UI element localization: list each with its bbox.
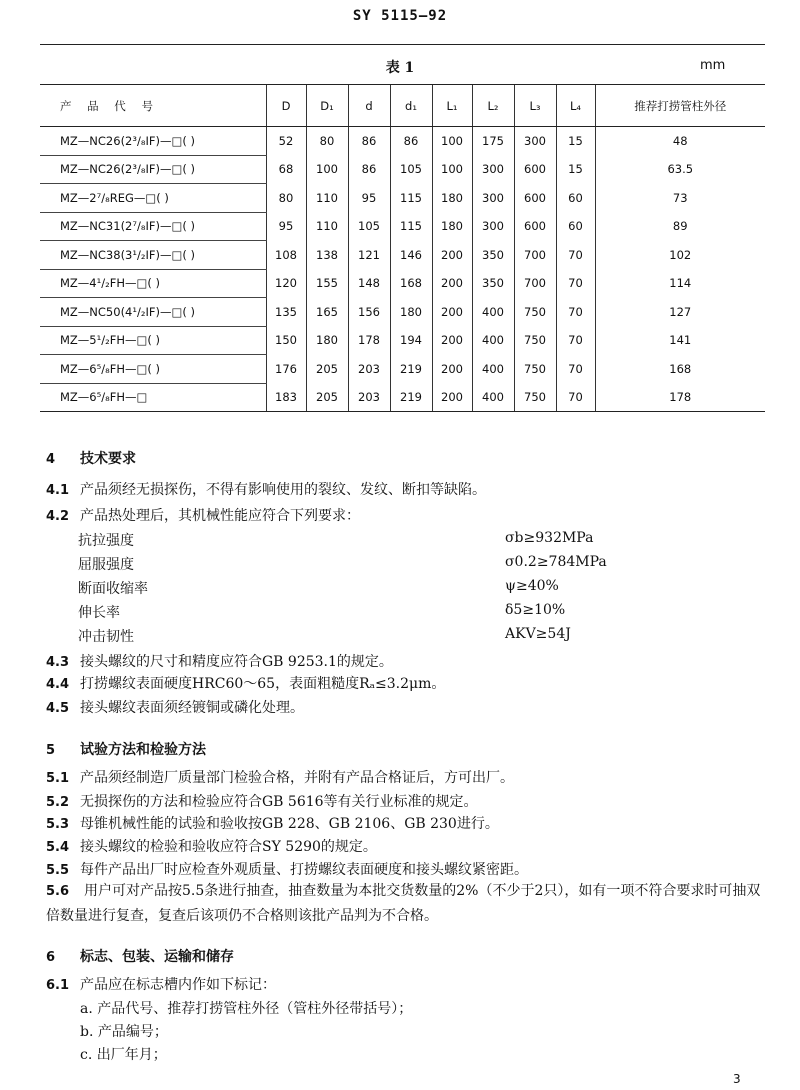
- para-4-4: 4.4 打捞螺纹表面硬度HRC60～65，表面粗糙度Rₐ≤3.2μm。: [46, 676, 446, 692]
- table-cell: 750: [514, 298, 556, 327]
- property-name: 抗拉强度: [78, 533, 134, 549]
- table-row: [40, 355, 765, 384]
- table-cell: 108: [266, 241, 306, 270]
- col-header: 产 品 代 号: [40, 85, 266, 127]
- table-cell: 148: [348, 269, 390, 298]
- para-4-5: 4.5 接头螺纹表面须经镀铜或磷化处理。: [46, 700, 304, 716]
- table-cell: 138: [306, 241, 348, 270]
- table-cell: 200: [432, 269, 472, 298]
- col-header: L₂: [472, 85, 514, 127]
- table-cell: 127: [595, 298, 765, 327]
- product-code-cell: MZ—2⁷/₈REG—□( ): [40, 184, 266, 213]
- table-cell: 114: [595, 269, 765, 298]
- table-cell: 180: [390, 298, 432, 327]
- product-code-cell: MZ—4¹/₂FH—□( ): [40, 269, 266, 298]
- table-cell: 205: [306, 355, 348, 384]
- table-cell: 80: [266, 184, 306, 213]
- table-row: [40, 326, 765, 355]
- table-cell: 102: [595, 241, 765, 270]
- table-cell: 70: [556, 383, 595, 412]
- para-5-5: 5.5 每件产品出厂时应检查外观质量、打捞螺纹表面硬度和接头螺纹紧密距。: [46, 862, 528, 878]
- table-cell: 219: [390, 355, 432, 384]
- para-5-2: 5.2 无损探伤的方法和检验应符合GB 5616等有关行业标准的规定。: [46, 794, 478, 810]
- col-header: 推荐打捞管柱外径: [595, 85, 765, 127]
- table-cell: 400: [472, 383, 514, 412]
- table-cell: 105: [348, 212, 390, 241]
- property-name: 屈服强度: [78, 557, 134, 573]
- property-name: 断面收缩率: [78, 581, 148, 597]
- table-cell: 200: [432, 383, 472, 412]
- para-5-4: 5.4 接头螺纹的检验和验收应符合SY 5290的规定。: [46, 839, 377, 855]
- header-rule: [40, 44, 765, 45]
- property-name: 冲击韧性: [78, 629, 134, 645]
- property-value: σ0.2≥784MPa: [505, 554, 607, 570]
- para-6-1: 6.1 产品应在标志槽内作如下标记：: [46, 977, 276, 993]
- property-value: AKV≥54J: [505, 626, 571, 642]
- table-cell: 86: [348, 155, 390, 184]
- table-cell: 400: [472, 298, 514, 327]
- product-code-cell: MZ—5¹/₂FH—□( ): [40, 326, 266, 355]
- col-header: L₃: [514, 85, 556, 127]
- table-row: [40, 298, 765, 327]
- property-value: ψ≥40%: [505, 578, 559, 594]
- table-cell: 350: [472, 269, 514, 298]
- table-cell: 70: [556, 298, 595, 327]
- table-cell: 141: [595, 326, 765, 355]
- table-cell: 750: [514, 355, 556, 384]
- table-cell: 70: [556, 241, 595, 270]
- table-cell: 600: [514, 184, 556, 213]
- para-5-1: 5.1 产品须经制造厂质量部门检验合格，并附有产品合格证后，方可出厂。: [46, 770, 514, 786]
- table-cell: 168: [595, 355, 765, 384]
- table-header-row: [40, 85, 765, 127]
- table-cell: 95: [348, 184, 390, 213]
- table-cell: 300: [472, 155, 514, 184]
- list-item: b. 产品编号；: [80, 1024, 168, 1040]
- product-code-cell: MZ—NC26(2³/₈IF)—□( ): [40, 127, 266, 156]
- table-cell: 400: [472, 326, 514, 355]
- table-cell: 180: [306, 326, 348, 355]
- page-number: 3: [733, 1072, 741, 1086]
- table-cell: 70: [556, 326, 595, 355]
- table-title: 表 1: [385, 60, 415, 76]
- table-cell: 180: [432, 212, 472, 241]
- table-cell: 200: [432, 355, 472, 384]
- table-cell: 60: [556, 212, 595, 241]
- table-cell: 400: [472, 355, 514, 384]
- table-cell: 175: [472, 127, 514, 156]
- col-header: D: [266, 85, 306, 127]
- table-cell: 95: [266, 212, 306, 241]
- list-item: a. 产品代号、推荐打捞管柱外径（管柱外径带括号）；: [80, 1001, 413, 1017]
- table-cell: 203: [348, 355, 390, 384]
- table-row: [40, 383, 765, 412]
- table-cell: 219: [390, 383, 432, 412]
- table-cell: 750: [514, 326, 556, 355]
- table-cell: 200: [432, 326, 472, 355]
- table-cell: 86: [348, 127, 390, 156]
- table-cell: 180: [432, 184, 472, 213]
- standard-header: SY 5115—92: [352, 8, 448, 24]
- table-cell: 205: [306, 383, 348, 412]
- spec-table: [40, 84, 765, 412]
- product-code-cell: MZ—NC50(4¹/₂IF)—□( ): [40, 298, 266, 327]
- col-header: L₁: [432, 85, 472, 127]
- table-cell: 300: [472, 184, 514, 213]
- col-header: d₁: [390, 85, 432, 127]
- property-value: σb≥932MPa: [505, 530, 594, 546]
- table-cell: 146: [390, 241, 432, 270]
- table-cell: 110: [306, 184, 348, 213]
- product-code-cell: MZ—NC26(2³/₈IF)—□( ): [40, 155, 266, 184]
- table-row: [40, 269, 765, 298]
- table-cell: 600: [514, 155, 556, 184]
- table-row: [40, 155, 765, 184]
- table-row: [40, 184, 765, 213]
- table-row: [40, 212, 765, 241]
- table-cell: 105: [390, 155, 432, 184]
- table-unit: mm: [700, 58, 726, 73]
- property-name: 伸长率: [78, 605, 120, 621]
- table-cell: 203: [348, 383, 390, 412]
- table-cell: 194: [390, 326, 432, 355]
- table-cell: 52: [266, 127, 306, 156]
- product-code-cell: MZ—6⁵/₈FH—□( ): [40, 355, 266, 384]
- table-cell: 60: [556, 184, 595, 213]
- table-cell: 68: [266, 155, 306, 184]
- table-cell: 70: [556, 269, 595, 298]
- col-header: d: [348, 85, 390, 127]
- table-cell: 350: [472, 241, 514, 270]
- table-cell: 183: [266, 383, 306, 412]
- table-cell: 120: [266, 269, 306, 298]
- product-code-cell: MZ—6⁵/₈FH—□: [40, 383, 266, 412]
- table-cell: 89: [595, 212, 765, 241]
- table-cell: 121: [348, 241, 390, 270]
- col-header: L₄: [556, 85, 595, 127]
- table-cell: 86: [390, 127, 432, 156]
- para-5-6: 5.6 用户可对产品按5.5条进行抽查，抽查数量为本批交货数量的2%（不少于2只），如有一项不符合要求时可抽双倍数量进行复查，复查后该项仍不合格则该批产品判为不合格。: [46, 883, 761, 924]
- table-cell: 200: [432, 241, 472, 270]
- table-cell: 115: [390, 212, 432, 241]
- table-cell: 156: [348, 298, 390, 327]
- table-cell: 15: [556, 127, 595, 156]
- table-cell: 178: [348, 326, 390, 355]
- table-cell: 200: [432, 298, 472, 327]
- table-cell: 100: [306, 155, 348, 184]
- table-cell: 700: [514, 269, 556, 298]
- section-5-heading: 5 试验方法和检验方法: [46, 742, 206, 758]
- table-cell: 110: [306, 212, 348, 241]
- table-row: [40, 241, 765, 270]
- table-cell: 750: [514, 383, 556, 412]
- table-cell: 80: [306, 127, 348, 156]
- para-4-3: 4.3 接头螺纹的尺寸和精度应符合GB 9253.1的规定。: [46, 654, 393, 670]
- table-cell: 155: [306, 269, 348, 298]
- product-code-cell: MZ—NC31(2⁷/₈IF)—□( ): [40, 212, 266, 241]
- table-cell: 150: [266, 326, 306, 355]
- table-row: [40, 127, 765, 156]
- para-5-3: 5.3 母锥机械性能的试验和验收按GB 228、GB 2106、GB 230进行。: [46, 816, 499, 832]
- list-item: c. 出厂年月；: [80, 1047, 167, 1063]
- table-cell: 165: [306, 298, 348, 327]
- table-cell: 70: [556, 355, 595, 384]
- section-4-heading: 4 技术要求: [46, 451, 136, 467]
- table-cell: 115: [390, 184, 432, 213]
- product-code-cell: MZ—NC38(3¹/₂IF)—□( ): [40, 241, 266, 270]
- table-cell: 300: [472, 212, 514, 241]
- table-cell: 48: [595, 127, 765, 156]
- table-cell: 178: [595, 383, 765, 412]
- property-value: δ5≥10%: [505, 602, 566, 618]
- table-cell: 300: [514, 127, 556, 156]
- table-cell: 700: [514, 241, 556, 270]
- table-cell: 73: [595, 184, 765, 213]
- table-cell: 63.5: [595, 155, 765, 184]
- table-cell: 176: [266, 355, 306, 384]
- table-cell: 168: [390, 269, 432, 298]
- table-cell: 100: [432, 127, 472, 156]
- table-cell: 600: [514, 212, 556, 241]
- para-4-1: 4.1 产品须经无损探伤，不得有影响使用的裂纹、发纹、断扣等缺陷。: [46, 482, 486, 498]
- table-cell: 100: [432, 155, 472, 184]
- para-4-2: 4.2 产品热处理后，其机械性能应符合下列要求：: [46, 508, 360, 524]
- table-cell: 135: [266, 298, 306, 327]
- table-cell: 15: [556, 155, 595, 184]
- col-header: D₁: [306, 85, 348, 127]
- section-6-heading: 6 标志、包装、运输和储存: [46, 949, 234, 965]
